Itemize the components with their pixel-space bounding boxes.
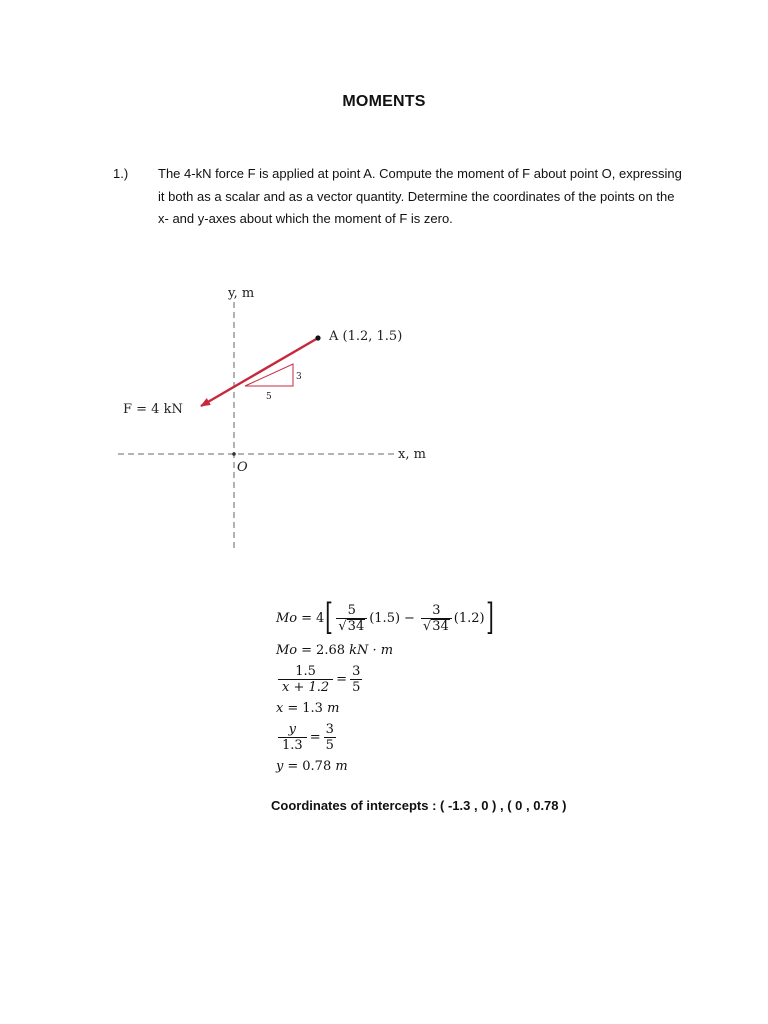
intercepts-summary: Coordinates of intercepts : ( -1.3 , 0 ) , ( 0 , 0.78 )	[271, 798, 567, 813]
moment-equation: Mo = 4 [ 5 √ 34 (1.5) − 3 √ 34 (1.2) ]	[276, 597, 494, 638]
x-intercept-proportion: $\frac{1.5}{x + 1.2}$ = $\frac{3}{5}$	[276, 659, 495, 699]
fraction-b: 3 √ 34	[421, 603, 452, 634]
force-diagram	[110, 280, 450, 550]
origin-marker	[232, 452, 236, 456]
y-axis-label: y, m	[228, 286, 255, 301]
problem-statement: The 4-kN force F is applied at point A. Compute the moment of F about point O, expressing it both as a scalar and as a vector quantity. Determine the coordinates of the points on the x- and y-axes about which the moment of F is zero.	[158, 166, 682, 226]
fraction-a: 5 √ 34	[336, 603, 367, 634]
moment-result: Mo = 2.68 kN · m	[276, 642, 394, 658]
x-axis-label: x, m	[398, 447, 426, 462]
left-bracket: [	[325, 597, 334, 638]
sqrt-symbol: √	[338, 618, 347, 634]
slope-rise-label: 3	[296, 372, 302, 382]
right-bracket: ]	[485, 597, 494, 638]
slope-run-label: 5	[266, 392, 272, 402]
sqrt-symbol: √	[422, 618, 432, 634]
point-a-label: A (1.2, 1.5)	[329, 329, 403, 344]
y-intercept-result: y = 0.78 m	[276, 758, 348, 774]
y-intercept-proportion: $\frac{y}{1.3}$ = $\frac{3}{5}$	[276, 717, 495, 757]
page-title: MOMENTS	[342, 93, 426, 110]
origin-label: O	[237, 460, 248, 475]
x-intercept-result: x = 1.3 m	[276, 700, 340, 716]
problem-number: 1.)	[113, 166, 129, 181]
point-a-marker	[315, 335, 320, 340]
force-label: F = 4 kN	[123, 402, 183, 417]
solution-block	[276, 596, 495, 775]
